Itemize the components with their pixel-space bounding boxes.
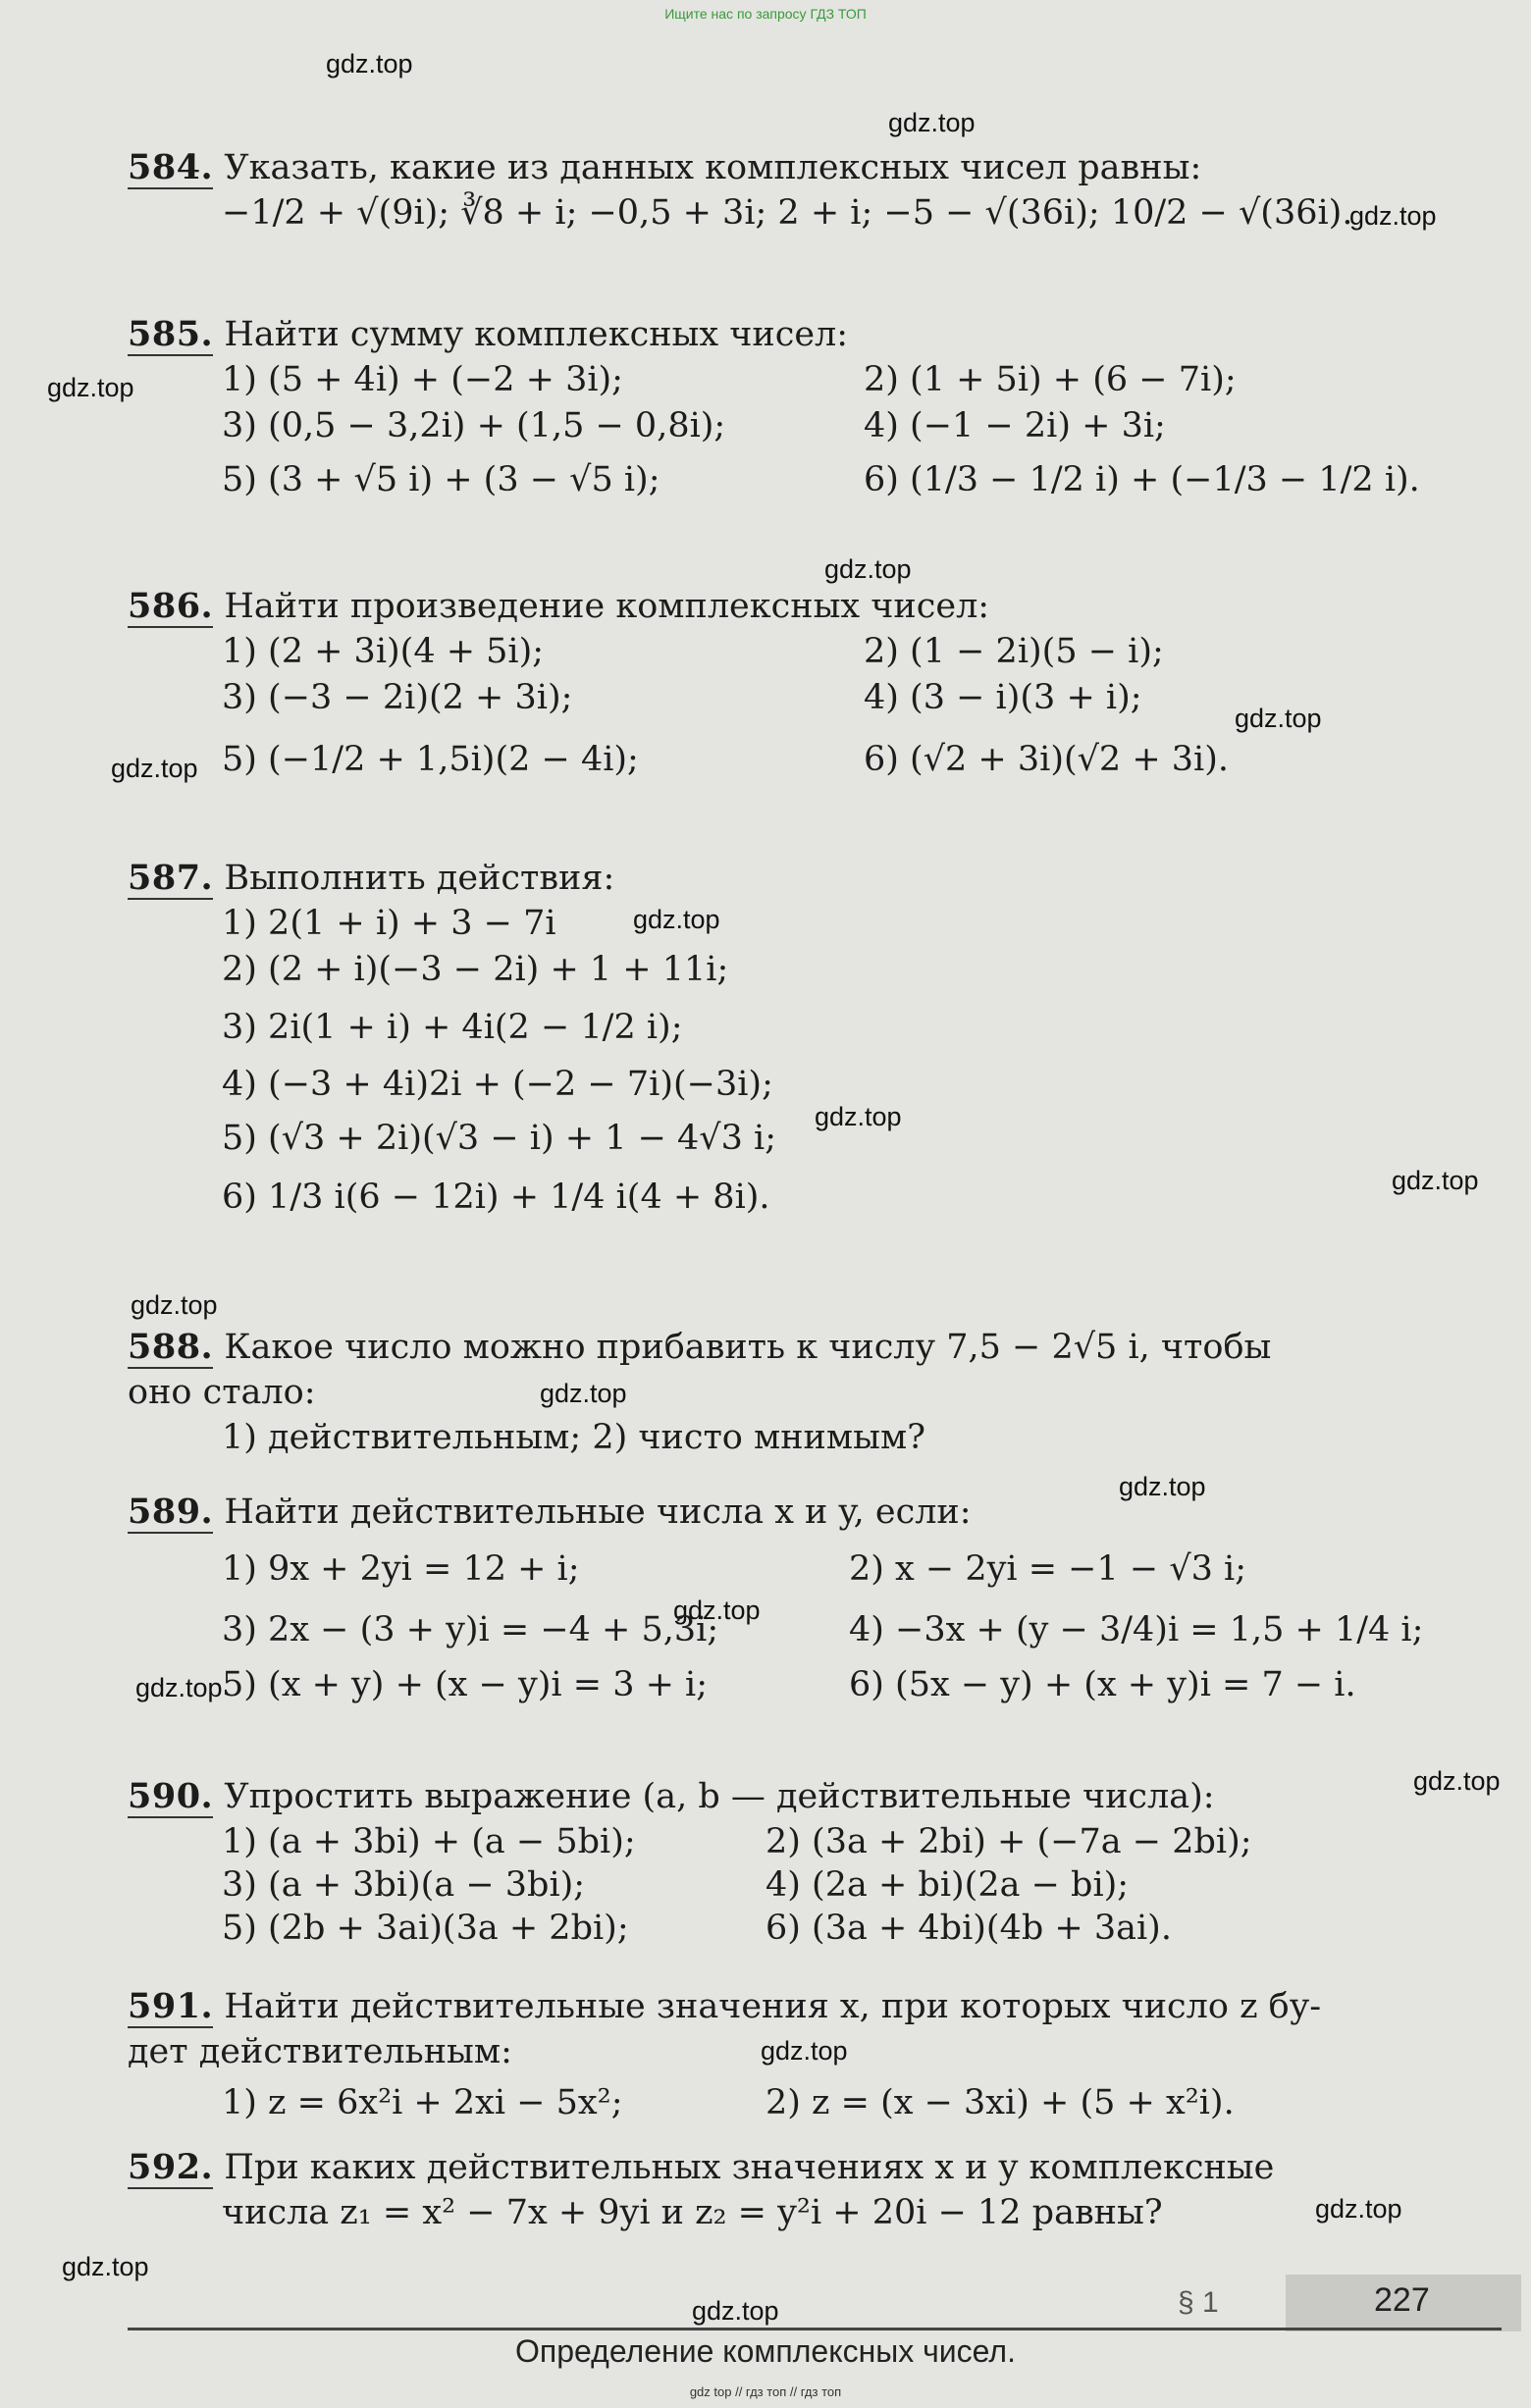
watermark: gdz.top <box>824 554 912 584</box>
sub-item: 2) (1 + 5i) + (6 − 7i); <box>864 360 1237 399</box>
problem-text: Найти произведение комплексных чисел: <box>224 587 990 626</box>
watermark: gdz.top <box>326 49 413 79</box>
problem-text: Найти сумму комплексных чисел: <box>224 315 849 354</box>
problem-585 <box>128 312 1443 508</box>
sub-item: 2) (2 + i)(−3 − 2i) + 1 + 11i; <box>222 950 729 989</box>
problem-591 <box>128 1984 1443 2133</box>
problem-number: 589. <box>128 1492 214 1532</box>
problem-text-cont: числа z₁ = x² − 7x + 9yi и z₂ = y²i + 20i − 12 равны? <box>222 2193 1163 2232</box>
problem-expression: −1/2 + √(9i); ∛8 + i; −0,5 + 3i; 2 + i; −5 − √(36i); 10/2 − √(36i). <box>222 193 1353 233</box>
sub-item: 1) 2(1 + i) + 3 − 7i <box>222 904 556 943</box>
sub-item: 1) (a + 3bi) + (a − 5bi); <box>222 1822 636 1861</box>
sub-item: 3) (a + 3bi)(a − 3bi); <box>222 1865 586 1905</box>
problem-text-cont: 1) действительным; 2) чисто мнимым? <box>222 1418 925 1457</box>
problem-text: Упростить выражение (a, b — действительные числа): <box>224 1777 1215 1816</box>
sub-item: 6) (3a + 4bi)(4b + 3ai). <box>766 1909 1172 1948</box>
sub-item: 5) (3 + √5 i) + (3 − √5 i); <box>222 460 660 499</box>
problem-589 <box>128 1490 1443 1708</box>
problem-number: 587. <box>128 858 214 898</box>
watermark: gdz.top <box>692 2296 779 2326</box>
problem-number: 585. <box>128 314 214 354</box>
sub-item: 3) 2i(1 + i) + 4i(2 − 1/2 i); <box>222 1008 683 1047</box>
problem-584 <box>128 145 1443 236</box>
sub-item: 6) (1/3 − 1/2 i) + (−1/3 − 1/2 i). <box>864 460 1420 499</box>
sub-item: 2) z = (x − 3xi) + (5 + x²i). <box>766 2083 1235 2122</box>
problem-number: 588. <box>128 1327 214 1367</box>
watermark: gdz.top <box>633 905 720 934</box>
problem-number: 592. <box>128 2147 214 2187</box>
watermark: gdz.top <box>135 1673 223 1702</box>
sub-item: 4) (−1 − 2i) + 3i; <box>864 406 1166 445</box>
problem-text: При каких действительных значениях x и y комплексные <box>224 2148 1275 2187</box>
problem-number: 590. <box>128 1776 214 1816</box>
watermark: gdz.top <box>888 108 976 137</box>
sub-item: 5) (−1/2 + 1,5i)(2 − 4i); <box>222 740 639 779</box>
sub-item: 3) (0,5 − 3,2i) + (1,5 − 0,8i); <box>222 406 726 445</box>
sub-item: 1) (2 + 3i)(4 + 5i); <box>222 632 545 671</box>
watermark: gdz.top <box>111 754 198 783</box>
problem-text-cont: оно стало: <box>128 1373 316 1412</box>
sub-item: 3) 2x − (3 + y)i = −4 + 5,3i; <box>222 1610 719 1649</box>
running-footer-title: Определение комплексных чисел. <box>515 2333 1016 2369</box>
problem-text: Найти действительные значения x, при которых число z бу- <box>224 1987 1322 2026</box>
watermark: gdz.top <box>1315 2194 1402 2224</box>
problem-592 <box>128 2145 1443 2235</box>
watermark: gdz.top <box>673 1596 761 1625</box>
problem-text: Найти действительные числа x и y, если: <box>224 1492 972 1532</box>
watermark: gdz.top <box>1349 201 1437 231</box>
problem-586 <box>128 584 1443 790</box>
sub-item: 2) (3a + 2bi) + (−7a − 2bi); <box>766 1822 1252 1861</box>
sub-item: 1) z = 6x²i + 2xi − 5x²; <box>222 2083 623 2122</box>
problem-587 <box>128 856 1443 1226</box>
footer-divider <box>128 2328 1502 2330</box>
sub-item: 6) (√2 + 3i)(√2 + 3i). <box>864 740 1230 779</box>
watermark: gdz.top <box>1392 1166 1479 1195</box>
problem-number: 586. <box>128 586 214 626</box>
sub-item: 5) (√3 + 2i)(√3 − i) + 1 − 4√3 i; <box>222 1119 776 1158</box>
sub-item: 4) (3 − i)(3 + i); <box>864 678 1142 717</box>
sub-item: 5) (x + y) + (x − y)i = 3 + i; <box>222 1665 709 1704</box>
problem-text-cont: дет действительным: <box>128 2032 512 2071</box>
problem-text: Какое число можно прибавить к числу 7,5 − 2√5 i, чтобы <box>224 1328 1272 1367</box>
problem-588 <box>128 1325 1443 1460</box>
top-banner[interactable]: Ищите нас по запросу ГДЗ ТОП <box>664 6 867 22</box>
problem-590 <box>128 1774 1443 1949</box>
watermark: gdz.top <box>1119 1472 1206 1501</box>
watermark: gdz.top <box>131 1290 218 1320</box>
problem-number: 584. <box>128 147 214 187</box>
page-number: 227 <box>1374 2281 1430 2319</box>
watermark: gdz.top <box>1235 704 1322 733</box>
sub-item: 6) (5x − y) + (x + y)i = 7 − i. <box>849 1665 1356 1704</box>
bottom-banner[interactable]: gdz top // гдз топ // гдз топ <box>689 2384 842 2399</box>
watermark: gdz.top <box>761 2036 848 2066</box>
sub-item: 4) (−3 + 4i)2i + (−2 − 7i)(−3i); <box>222 1065 773 1104</box>
sub-item: 6) 1/3 i(6 − 12i) + 1/4 i(4 + 8i). <box>222 1178 770 1217</box>
sub-item: 4) −3x + (y − 3/4)i = 1,5 + 1/4 i; <box>849 1610 1424 1649</box>
watermark: gdz.top <box>1413 1766 1501 1796</box>
watermark: gdz.top <box>540 1379 627 1408</box>
section-label: § 1 <box>1178 2286 1219 2319</box>
sub-item: 2) (1 − 2i)(5 − i); <box>864 632 1164 671</box>
sub-item: 1) (5 + 4i) + (−2 + 3i); <box>222 360 623 399</box>
problem-number: 591. <box>128 1986 214 2026</box>
sub-item: 1) 9x + 2yi = 12 + i; <box>222 1549 580 1589</box>
sub-item: 2) x − 2yi = −1 − √3 i; <box>849 1549 1247 1589</box>
sub-item: 5) (2b + 3ai)(3a + 2bi); <box>222 1909 629 1948</box>
problem-text: Указать, какие из данных комплексных чисел равны: <box>224 148 1202 187</box>
watermark: gdz.top <box>62 2252 149 2281</box>
sub-item: 4) (2a + bi)(2a − bi); <box>766 1865 1130 1905</box>
problem-text: Выполнить действия: <box>224 859 615 898</box>
sub-item: 3) (−3 − 2i)(2 + 3i); <box>222 678 573 717</box>
watermark: gdz.top <box>47 373 134 402</box>
watermark: gdz.top <box>815 1102 902 1131</box>
